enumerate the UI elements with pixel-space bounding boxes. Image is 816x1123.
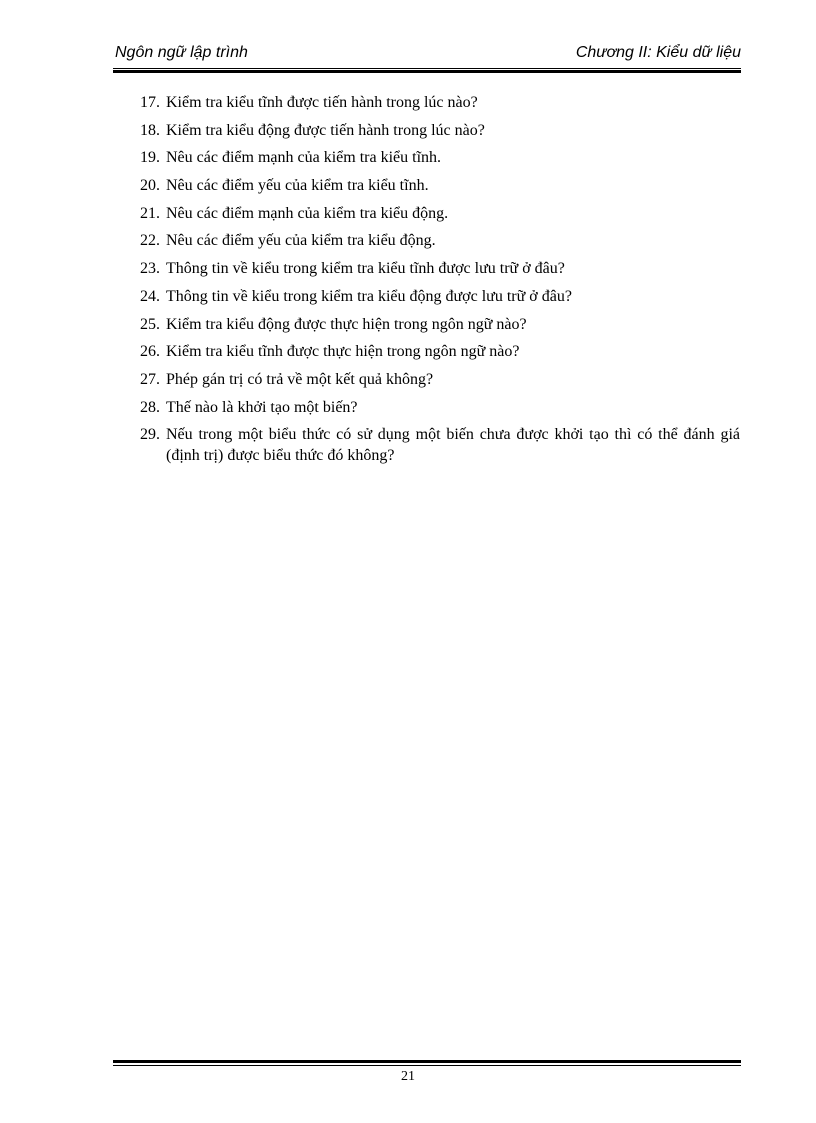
- question-item: [140, 397, 740, 418]
- question-text: Phép gán trị có trả về một kết quả không?: [166, 370, 434, 388]
- question-number: 18.: [140, 121, 160, 139]
- question-text: Thông tin về kiểu trong kiểm tra kiểu tĩnh được lưu trữ ở đâu?: [166, 260, 565, 278]
- question-item: [140, 369, 740, 390]
- question-item: [140, 341, 740, 362]
- header-book-title: Ngôn ngữ lập trình: [115, 44, 248, 61]
- question-number: 21.: [140, 204, 160, 222]
- question-text: Kiểm tra kiểu động được tiến hành trong lúc nào?: [166, 121, 485, 139]
- question-text: Kiểm tra kiểu động được thực hiện trong ngôn ngữ nào?: [166, 315, 527, 333]
- question-item: [140, 230, 740, 251]
- question-number: 24.: [140, 287, 160, 305]
- question-list: [140, 92, 740, 473]
- question-number: 29.: [140, 426, 160, 444]
- question-number: 27.: [140, 370, 160, 388]
- question-text: Nếu trong một biểu thức có sử dụng một biến chưa được khởi tạo thì có thể đánh giá (định trị) được biểu thức đó không?: [166, 426, 740, 465]
- question-text: Nêu các điểm mạnh của kiểm tra kiểu động.: [166, 204, 449, 222]
- question-number: 19.: [140, 149, 160, 167]
- header-rule-thin: [113, 68, 741, 69]
- footer-rule-thick: [113, 1060, 741, 1063]
- question-item: [140, 314, 740, 335]
- question-item: [140, 424, 740, 466]
- question-number: 23.: [140, 260, 160, 278]
- question-item: [140, 203, 740, 224]
- page-header: [113, 44, 741, 66]
- header-chapter-title: Chương II: Kiểu dữ liệu: [575, 44, 741, 61]
- question-item: [140, 175, 740, 196]
- header-rule-thick: [113, 70, 741, 73]
- question-number: 28.: [140, 398, 160, 416]
- question-text: Nêu các điểm yếu của kiểm tra kiểu tĩnh.: [166, 177, 429, 195]
- question-text: Thế nào là khởi tạo một biến?: [166, 398, 358, 416]
- question-text: Nêu các điểm mạnh của kiểm tra kiểu tĩnh.: [166, 149, 442, 167]
- question-number: 26.: [140, 343, 160, 361]
- footer-rule-thin: [113, 1065, 741, 1066]
- page-number: 21: [401, 1069, 415, 1084]
- question-number: 25.: [140, 315, 160, 333]
- question-item: [140, 258, 740, 279]
- question-text: Kiểm tra kiểu tĩnh được thực hiện trong ngôn ngữ nào?: [166, 343, 520, 361]
- question-number: 22.: [140, 232, 160, 250]
- question-item: [140, 147, 740, 168]
- question-text: Thông tin về kiểu trong kiểm tra kiểu động được lưu trữ ở đâu?: [166, 287, 572, 305]
- question-text: Nêu các điểm yếu của kiểm tra kiểu động.: [166, 232, 436, 250]
- question-text: Kiểm tra kiểu tĩnh được tiến hành trong lúc nào?: [166, 94, 478, 111]
- question-number: 20.: [140, 177, 160, 195]
- question-number: 17.: [140, 94, 160, 111]
- question-item: [140, 92, 740, 113]
- question-item: [140, 286, 740, 307]
- question-item: [140, 120, 740, 141]
